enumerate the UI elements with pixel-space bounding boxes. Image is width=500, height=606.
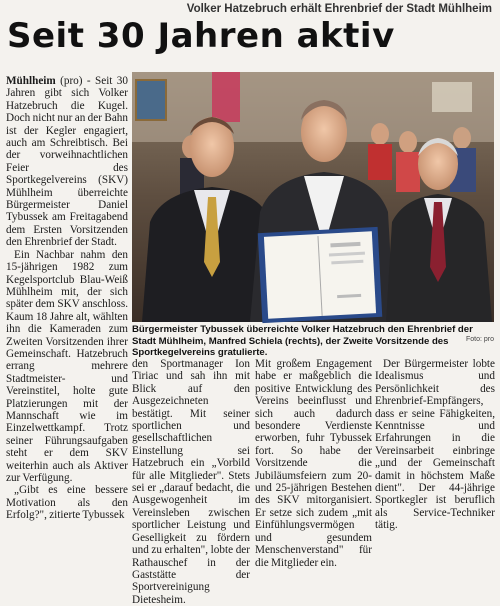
body-paragraph-3: „Gibt es eine bessere Motivation als den Erfolg?", zitierte Tybussek xyxy=(6,484,128,522)
article-column-2 xyxy=(132,358,250,606)
lead-text: (pro) - Seit 30 Jahren gibt sich Volker Hatzebruch die Kugel. Doch nicht nur an der Bahn ist der Kegler engagiert, auch am Schreibtisch. Bei der vorweihnachtlichen Feier des Sportkegelvereins (SKV) Mühlheim überreichte Bürgermeister Daniel Tybussek am Freitagabend dem Ersten Vorsitzenden den Ehrenbrief der Stadt. xyxy=(6,75,128,249)
photo-caption: Bürgermeister Tybussek überreichte Volker Hatzebruch den Ehrenbrief der Stadt Mühlheim, Manfred Schiela (rechts), der Zweite Vorsitzende des Sportkegelvereins gratulierte. xyxy=(132,324,473,358)
article-lead-paragraph xyxy=(6,75,128,249)
article-column-4 xyxy=(375,358,495,532)
article-headline: Seit 30 Jahren aktiv xyxy=(7,16,395,56)
body-paragraph-5: Der Bürgermeister lobte Idealismus und Persönlichkeit des Ehrenbrief-Empfängers, dass er seine Fähigkeiten, Kenntnisse und Erfahrungen in die Vereinsarbeit einbringe „und der Gemeinschaft damit in höchstem Maße dient". Der 44-jährige Sportkegler ist beruflich als Service-Techniker tätig. xyxy=(375,358,495,532)
body-paragraph-4: Mit großem Engagement habe er maßgeblich die positive Entwicklung des Vereins beeinflusst und sich auch dadurch besondere Verdienste erworben, fuhr Tybussek fort. So habe der Vorsitzende die Jubiläumsfeiern zum 20- und 25-jährigen Bestehen des SKV mitorganisiert. Er setze sich zudem „mit Einfühlungsvermögen und gesundem Menschenverstand" für die Mitglieder ein. xyxy=(255,358,372,569)
article-dateline: Mühlheim xyxy=(6,75,56,87)
photo-illustration xyxy=(132,72,494,322)
article-kicker: Volker Hatzebruch erhält Ehrenbrief der Stadt Mühlheim xyxy=(186,3,492,15)
body-paragraph-3-continued: den Sportmanager Ion Tiriac und sah ihn mit Blick auf den Ausgezeichneten bestätigt. Mit seiner sportlichen und gesellschaftlichen Einstellung sei Hatzebruch ein „Vorbild für alle Mitglieder". Stets sei er „darauf bedacht, die Ausgewogenheit im Vereinsleben zwischen sportlicher Leistung und Geselligkeit zu fördern und zu erhalten", lobte der Rathauschef in der Gaststätte der Sportvereinigung Dietesheim. xyxy=(132,358,250,606)
article-column-1 xyxy=(6,75,128,528)
article-column-3 xyxy=(255,358,372,569)
photo-credit: Foto: pro xyxy=(465,336,494,343)
article-photo xyxy=(132,72,494,322)
body-paragraph-2: Ein Nachbar nahm den 15-jährigen 1982 zum Kegelsportclub Blau-Weiß Mühlheim mit, der sich später dem SKV anschloss. Kaum 18 Jahre alt, wählten ihn die Kameraden zum Zweiten Vorsitzenden ihrer Gemeinschaft. Hatzebruch errang mehrere Stadtmeister- und Vereinstitel, holte gute Platzierungen mit der Mannschaft wie im Einzelwettkampf. Trotz seiner Führungsaufgaben steht er dem SKV weiterhin auch als Aktiver zur Verfügung. xyxy=(6,248,128,484)
